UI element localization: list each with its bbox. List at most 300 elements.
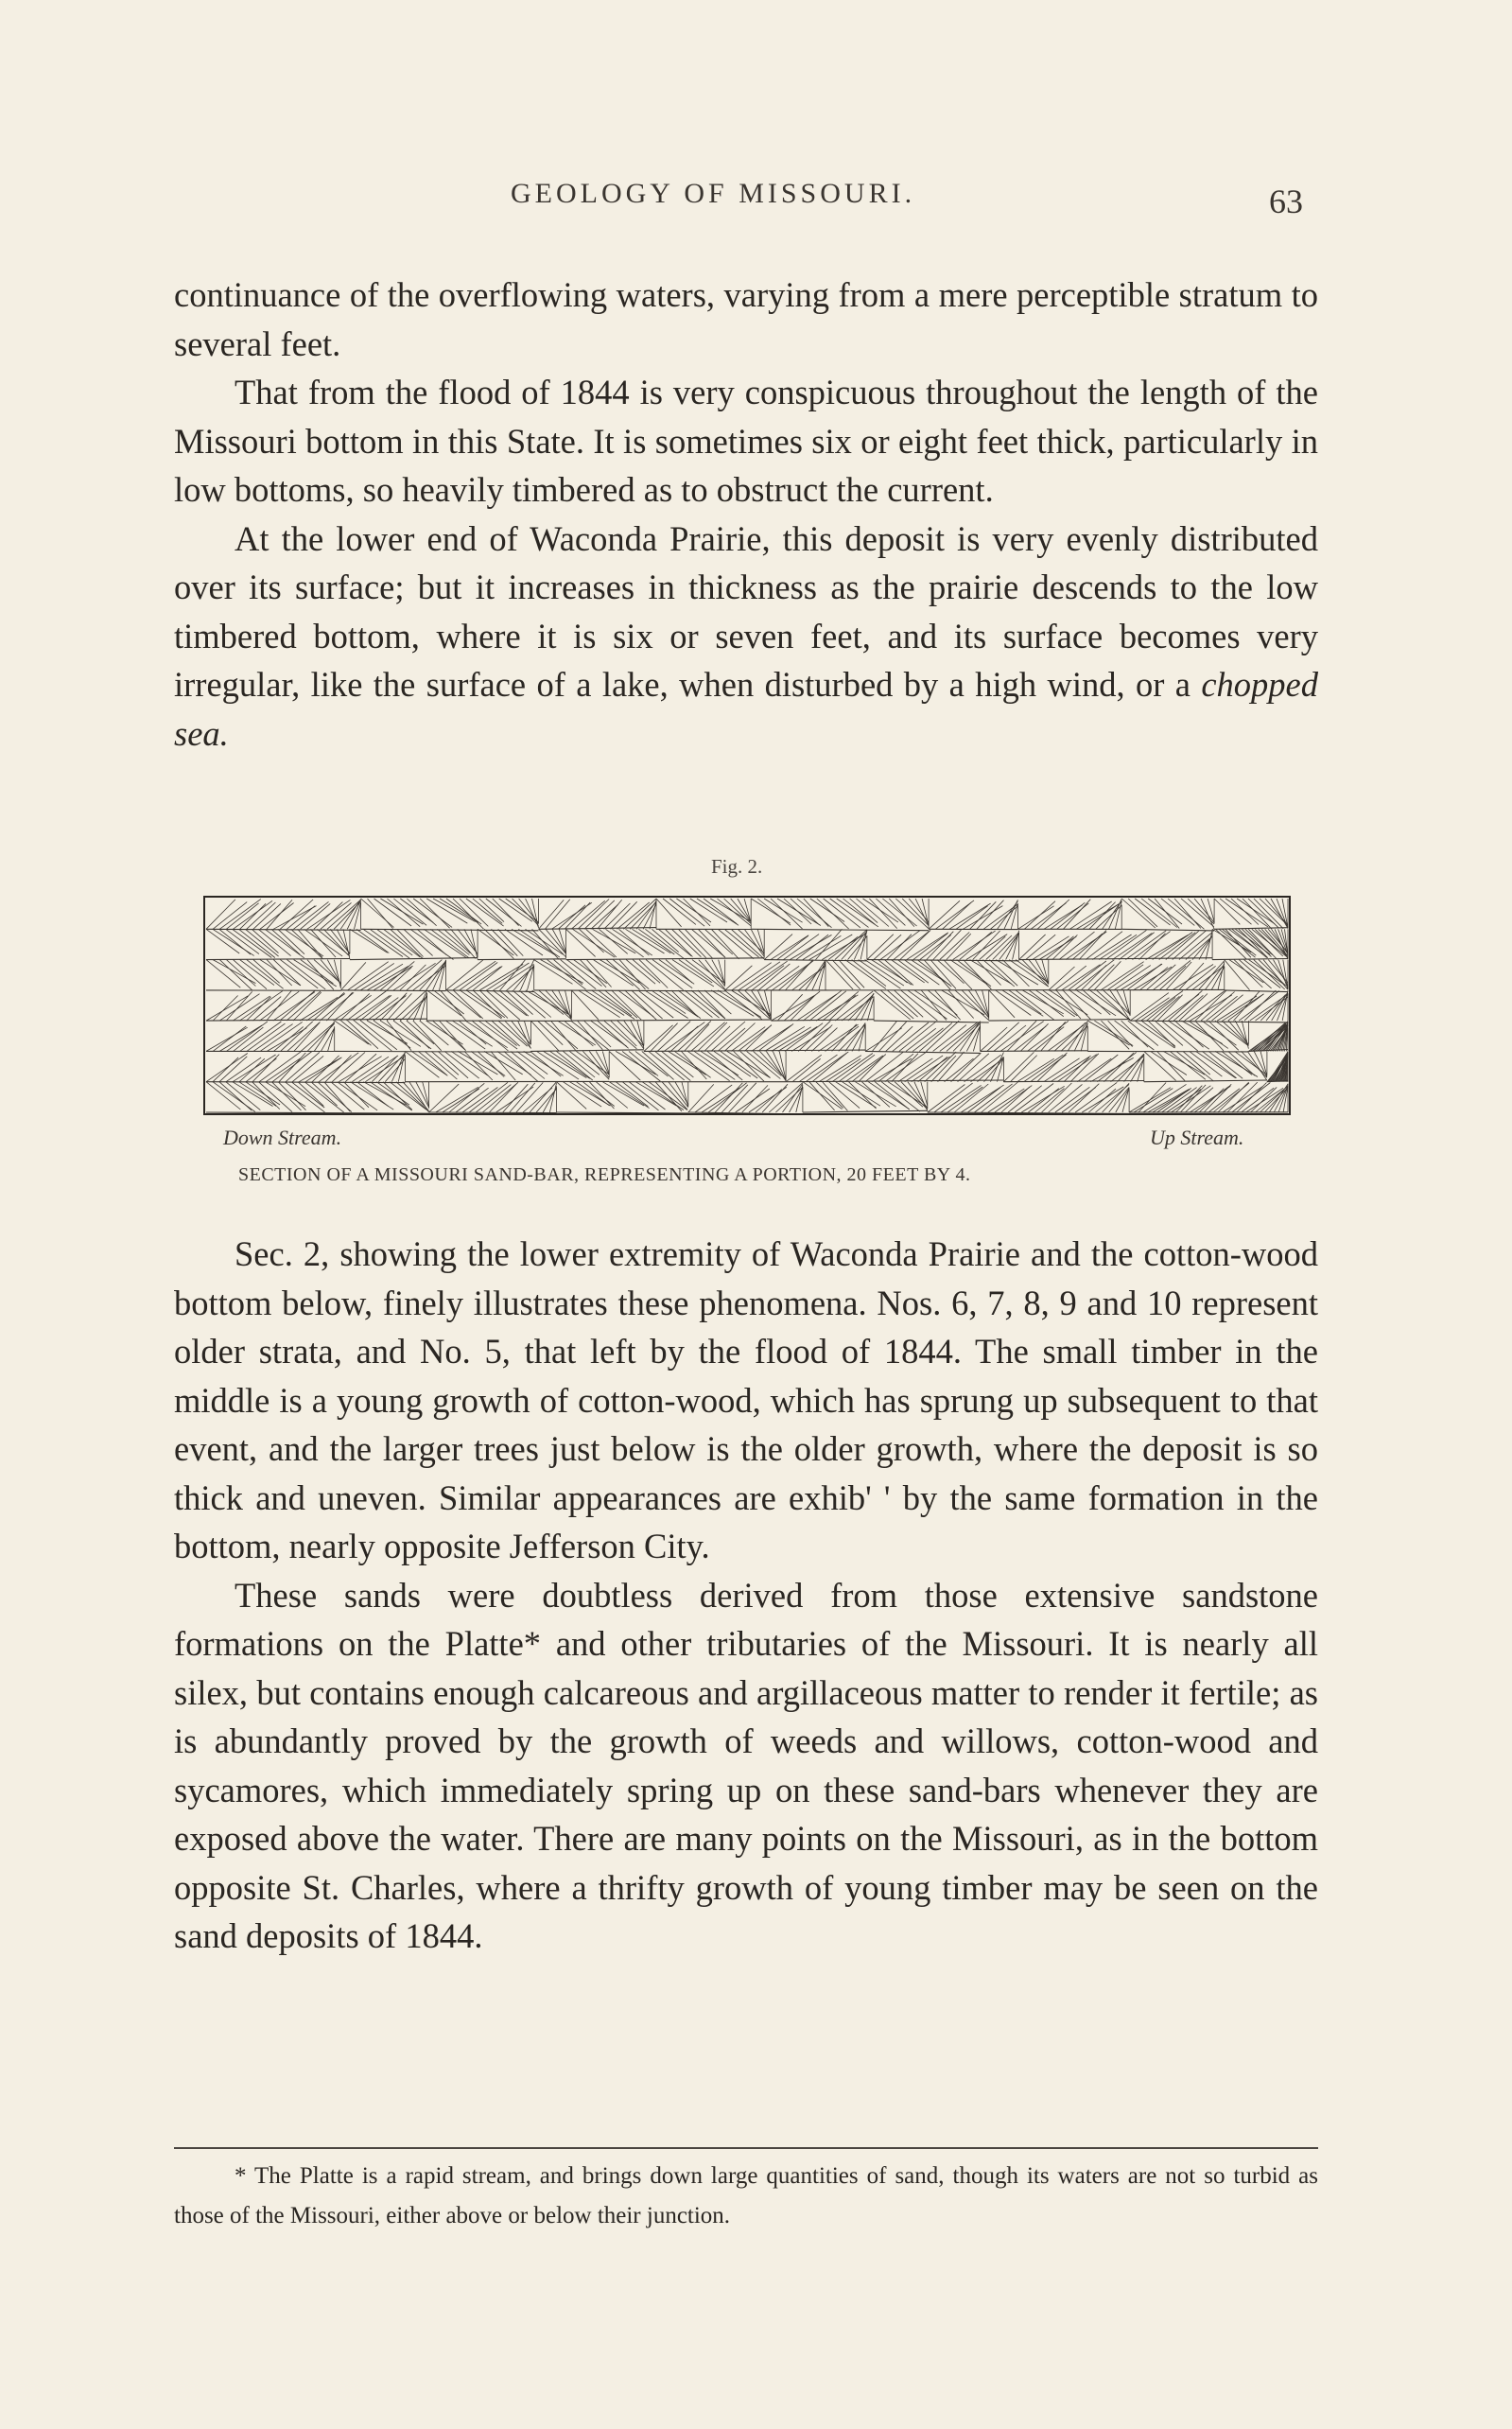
hatch-line [1125, 931, 1166, 960]
hatch-line [694, 1051, 735, 1079]
hatch-line [1076, 990, 1116, 1016]
paragraph-3-text: At the lower end of Waconda Prairie, this deposit is very evenly distributed over its surface; but it increases in thickness as the prairie descends to the low timbered bottom, where it is six or seven feet, and its surface becomes very irregular, like the surface of a lake, when disturbed by a high wind, or a [174, 518, 1318, 704]
hatch-line [213, 1057, 238, 1082]
hatch-line [1049, 967, 1075, 990]
hatch-line [1135, 1021, 1175, 1048]
hatch-line [929, 900, 960, 929]
hatch-line [332, 1053, 365, 1082]
hatch-line [206, 1054, 248, 1082]
hatch-line [989, 1020, 1131, 1022]
hatch-line [580, 960, 606, 987]
hatch-line [484, 929, 513, 958]
hatch-line [987, 1022, 1019, 1052]
hatch-line [460, 990, 501, 1019]
hatch-line [1056, 990, 1081, 1019]
hatch-line [240, 960, 274, 986]
hatch-line [380, 1021, 421, 1046]
hatch-line [670, 1026, 698, 1052]
hatch-line [374, 1021, 410, 1048]
hatch-line [280, 900, 313, 929]
hatch-line [456, 1088, 489, 1112]
hatch-line [1116, 1088, 1129, 1112]
hatch-line [707, 1051, 742, 1080]
hatch-line [341, 1021, 372, 1045]
hatch-line [440, 899, 478, 922]
hatch-line [1218, 1082, 1249, 1112]
hatch-line [1029, 990, 1063, 1017]
hatch-line [711, 929, 739, 959]
running-title: GEOLOGY OF MISSOURI. [511, 178, 916, 209]
hatch-line [563, 1082, 601, 1107]
hatch-line [1057, 1055, 1097, 1082]
hatch-line [777, 994, 803, 1021]
hatch-line [725, 966, 753, 990]
hatch-line [291, 929, 323, 959]
hatch-line [219, 1025, 262, 1051]
hatch-line [400, 899, 433, 923]
hatch-line [880, 990, 913, 1019]
hatch-line [739, 962, 780, 990]
hatch-line [1118, 1054, 1144, 1082]
hatch-line [854, 931, 867, 960]
hatch-line [407, 996, 426, 1021]
hatch-line [1215, 1051, 1258, 1076]
hatch-line [738, 1025, 772, 1052]
hatch-line [429, 1112, 557, 1113]
hatch-line [940, 1022, 978, 1052]
hatch-line [1148, 1021, 1175, 1047]
hatch-line [881, 1082, 920, 1112]
hatch-line [895, 990, 924, 1017]
hatch-line [206, 1027, 248, 1051]
hatch-line [941, 1085, 982, 1112]
hatch-line [745, 961, 788, 990]
hatch-line [1087, 1021, 1129, 1045]
hatch-line [438, 1051, 468, 1077]
hatch-line [982, 1082, 1018, 1112]
hatch-line [1225, 929, 1251, 957]
hatch-line [803, 1082, 843, 1110]
hatch-line [704, 1026, 730, 1052]
hatch-line [662, 1082, 687, 1110]
hatch-line [629, 1051, 658, 1075]
hatch-line [797, 899, 832, 928]
hatch-line [453, 990, 482, 1019]
hatch-line [1049, 1084, 1083, 1112]
hatch-line [1138, 1057, 1144, 1081]
hatch-line [914, 1082, 928, 1111]
hatch-line [565, 990, 572, 1020]
hatch-line [790, 935, 831, 959]
hatch-line [1237, 1083, 1267, 1113]
hatch-line [409, 1082, 429, 1112]
hatch-line [1195, 990, 1226, 1021]
hatch-line [777, 935, 808, 959]
hatch-line [803, 990, 841, 1021]
hatch-line [1208, 1021, 1239, 1050]
footnote-text: * The Platte is a rapid stream, and brings down large quantities of sand, though its waters are not so turbid as those of the Missouri, either above or below their junction. [174, 2163, 1318, 2228]
hatch-line [356, 929, 389, 952]
hatch-line [1121, 929, 1214, 931]
hatch-line [478, 929, 513, 955]
hatch-line [1081, 1023, 1087, 1052]
hatch-line [1225, 960, 1250, 990]
hatch-line [355, 902, 361, 930]
hatch-line [887, 935, 912, 960]
hatch-line [1172, 1086, 1211, 1112]
hatch-line [894, 931, 930, 960]
hatch-line [1183, 1051, 1210, 1075]
hatch-line [1006, 933, 1019, 960]
hatch-line [569, 1051, 600, 1075]
hatch-line [915, 899, 929, 926]
hatch-line [930, 960, 956, 989]
hatch-line [558, 1021, 596, 1045]
hatch-line [1195, 1021, 1224, 1051]
hatch-line [772, 961, 813, 990]
hatch-line [465, 1021, 508, 1048]
footnote [174, 2157, 1318, 2236]
hatch-line [466, 990, 505, 1018]
hatch-line [1092, 935, 1131, 960]
hatch-line [652, 990, 686, 1014]
hatch-line [819, 1056, 861, 1082]
paragraph-3-emphasis: chopped sea. [174, 665, 1318, 753]
hatch-line [565, 902, 590, 929]
hatch-line [806, 1052, 848, 1082]
hatch-line [348, 1021, 378, 1049]
hatch-line [213, 902, 247, 930]
hatch-line [902, 899, 929, 926]
hatch-line [975, 990, 988, 1017]
hatch-line [273, 906, 316, 930]
hatch-line [1064, 1057, 1089, 1082]
hatch-line [391, 1053, 405, 1082]
hatch-line [423, 1082, 429, 1107]
hatch-line [751, 929, 929, 930]
hatch-line [539, 900, 565, 929]
hatch-line [786, 1055, 822, 1082]
hatch-line [948, 990, 974, 1019]
hatch-line [636, 901, 656, 930]
hatch-line [459, 1021, 486, 1044]
hatch-line [219, 1057, 247, 1082]
hatch-line [1148, 1090, 1190, 1113]
hatch-line [724, 899, 752, 924]
hatch-line [511, 1051, 545, 1078]
hatch-line [593, 960, 633, 987]
hatch-line [358, 1056, 398, 1082]
hatch-line [927, 932, 954, 960]
hatch-line [592, 990, 635, 1020]
hatch-line [652, 929, 678, 952]
hatch-line [367, 1021, 408, 1043]
paragraph-4: Sec. 2, showing the lower extremity of Waconda Prairie and the cotton-wood bottom below, finely illustrates these phenomena. Nos. 6, 7, 8, 9 and 10 represent older strata, and No. 5, that left by the flood of 1844. The small timber in the middle is a young growth of cotton-wood, which has sprung up subsequent to that event, and the larger trees just below is the older growth, where the deposit is so thick and uneven. Similar appearances are exhib' ' by the same formation in the bottom, nearly opposite Jefferson City. [174, 1234, 1318, 1565]
hatch-line [880, 930, 920, 959]
hatch-line [772, 1027, 811, 1052]
hatch-line [832, 1054, 873, 1082]
hatch-line [852, 960, 886, 987]
hatch-line [809, 935, 853, 960]
hatch-line [571, 1020, 771, 1021]
hatch-line [981, 1027, 1008, 1051]
hatch-line [830, 899, 869, 927]
text-block-lower [174, 1230, 1318, 1961]
hatch-line [897, 960, 929, 984]
hatch-line [1002, 990, 1043, 1016]
hatch-line [962, 990, 989, 1017]
hatch-line [907, 933, 948, 960]
hatch-line [791, 899, 818, 924]
hatch-line [545, 900, 569, 930]
hatch-line [731, 899, 752, 922]
hatch-line [1090, 1057, 1133, 1081]
hatch-line [1174, 899, 1201, 929]
hatch-line [644, 1025, 673, 1052]
hatch-line [1115, 1021, 1155, 1050]
hatch-line [740, 1051, 771, 1077]
hatch-line [652, 960, 692, 988]
hatch-line [1055, 966, 1086, 990]
hatch-line [957, 960, 991, 987]
hatch-line [530, 1082, 556, 1112]
hatch-line [1002, 960, 1029, 987]
hatch-line [658, 990, 697, 1017]
hatch-line [616, 1082, 648, 1107]
hatch-line [1021, 1086, 1064, 1112]
hatch-line [817, 899, 849, 929]
hatch-line [638, 990, 673, 1018]
hatch-line [524, 1051, 564, 1075]
hatch-line [1070, 1054, 1099, 1082]
hatch-line [677, 1021, 711, 1051]
hatch-line [1139, 968, 1168, 990]
hatch-line [1242, 1051, 1267, 1077]
hatch-line [446, 960, 483, 990]
hatch-line [714, 1051, 751, 1076]
hatch-line [1037, 900, 1069, 929]
hatch-line [341, 990, 446, 991]
hatch-line [970, 901, 997, 929]
hatch-line [578, 900, 609, 930]
hatch-line [492, 929, 518, 955]
hatch-line [493, 899, 519, 926]
paragraph-2: That from the flood of 1844 is very conspicuous throughout the length of the Missouri bottom in this State. It is sometimes six or eight feet thick, particularly in low bottoms, so heavily timbered as to obstruct the current. [174, 373, 1318, 509]
hatch-line [425, 1051, 457, 1079]
hatch-line [473, 899, 502, 923]
hatch-line [534, 960, 573, 985]
hatch-line [1022, 960, 1049, 987]
hatch-line [466, 899, 504, 926]
hatch-line [513, 990, 546, 1018]
hatch-line [1001, 1087, 1030, 1112]
hatch-line [291, 1082, 324, 1108]
hatch-line [1007, 1021, 1036, 1051]
hatch-line [861, 993, 875, 1021]
hatch-line [617, 902, 650, 929]
hatch-line [1104, 990, 1131, 1015]
hatch-line [1121, 899, 1156, 928]
hatch-line [921, 1082, 928, 1106]
hatch-line [901, 1082, 928, 1110]
hatch-line [1146, 965, 1175, 990]
hatch-line [771, 935, 808, 960]
hatch-line [1196, 1051, 1236, 1077]
footnote-divider [174, 2147, 1318, 2149]
cross-bedding-hatching [206, 899, 1288, 1114]
hatch-line [1069, 1084, 1099, 1112]
hatch-line [758, 964, 790, 990]
page-number: 63 [1269, 183, 1303, 220]
hatch-line [933, 930, 962, 959]
hatch-line [420, 1021, 449, 1045]
hatch-line [1009, 990, 1041, 1014]
hatch-line [724, 929, 758, 957]
hatch-line [245, 929, 278, 956]
hatch-line [993, 933, 1019, 960]
hatch-line [367, 966, 408, 990]
hatch-line [1079, 931, 1106, 960]
hatch-line [387, 899, 420, 927]
hatch-line [1141, 899, 1177, 928]
hatch-line [516, 1082, 543, 1112]
hatch-line [773, 1051, 786, 1080]
hatch-line [823, 1082, 848, 1111]
hatch-line [1146, 935, 1189, 960]
hatch-line [708, 1083, 746, 1112]
hatch-line [676, 899, 711, 922]
hatch-line [544, 1051, 587, 1077]
hatch-line [1269, 1084, 1288, 1112]
hatch-line [1228, 1021, 1248, 1044]
hatch-line [458, 1051, 497, 1075]
hatch-line [981, 1051, 1088, 1052]
hatch-line [434, 990, 464, 1014]
hatch-line [311, 1082, 338, 1106]
hatch-line [943, 902, 972, 929]
hatch-line [1254, 960, 1285, 989]
hatch-line [908, 990, 947, 1019]
hatch-line [260, 960, 301, 986]
hatch-line [744, 899, 751, 923]
hatch-line [1237, 899, 1275, 924]
hatch-line [347, 990, 388, 1021]
hatch-line [566, 958, 765, 960]
hatch-line [1135, 899, 1170, 925]
hatch-line [391, 929, 424, 959]
hatch-line [1212, 959, 1288, 960]
hatch-line [292, 1056, 323, 1081]
hatch-line [265, 929, 304, 958]
hatch-line [1051, 902, 1086, 929]
hatch-line [431, 1051, 459, 1075]
hatch-line [651, 1023, 678, 1052]
hatch-line [532, 899, 539, 928]
hatch-line [612, 990, 642, 1020]
hatch-line [645, 990, 688, 1019]
hatch-line [977, 900, 1004, 930]
hatch-line [1138, 1083, 1166, 1113]
hatch-line [906, 1028, 936, 1051]
paragraph-1: continuance of the overflowing waters, varying from a mere perceptible stratum to several feet. [174, 275, 1318, 363]
hatch-line [233, 1082, 273, 1107]
hatch-line [925, 1052, 956, 1082]
hatch-line [935, 900, 974, 929]
hatch-line [267, 900, 292, 929]
hatch-line [891, 960, 924, 983]
hatch-line [449, 1083, 484, 1112]
hatch-line [868, 1082, 909, 1110]
hatch-line [686, 960, 725, 990]
hatch-line [466, 967, 501, 990]
hatch-line [311, 929, 337, 957]
hatch-line [312, 1056, 339, 1082]
hatch-line [380, 961, 414, 990]
hatch-line [718, 1028, 745, 1052]
hatch-line [729, 1083, 756, 1112]
hatch-line [816, 929, 843, 959]
hatch-line [213, 1082, 255, 1112]
hatch-line [398, 1052, 405, 1082]
hatch-line [266, 1058, 300, 1082]
hatch-line [426, 962, 446, 990]
hatch-line [550, 1051, 590, 1078]
hatch-line [1107, 965, 1143, 990]
hatch-line [1112, 933, 1152, 959]
hatch-line [1087, 1051, 1248, 1052]
hatch-line [453, 899, 484, 929]
hatch-line [380, 993, 407, 1021]
hatch-line [1086, 932, 1122, 960]
hatch-line [924, 960, 950, 990]
hatch-line [478, 959, 565, 960]
hatch-line [1105, 930, 1146, 959]
hatch-line [328, 1028, 335, 1052]
hatch-line [314, 1022, 334, 1051]
hatch-line [914, 990, 957, 1019]
hatch-line [1034, 1027, 1064, 1052]
hatch-line [530, 1050, 644, 1052]
hatch-line [367, 998, 398, 1022]
hatch-line [1109, 899, 1122, 929]
hatch-line [378, 1053, 405, 1081]
hatch-line [1049, 989, 1225, 990]
hatch-line [691, 1022, 725, 1052]
paragraph-5: These sands were doubtless derived from those extensive sandstone formations on the Platte* and other tributaries of the Missouri. It is nearly all silex, but contains enough calcareous and argillaceous matter to render it fertile; as is abundantly proved by the growth of weeds and willows, cotton-wood and sycamores, which immediately spring up on these sand-bars whenever they are exposed above the water. There are many points on the Missouri, as in the bottom opposite St. Charles, where a thrifty growth of young timber may be seen on the sand deposits of 1844. [174, 1575, 1318, 1955]
hatch-line [1019, 935, 1046, 960]
hatch-line [287, 991, 321, 1021]
hatch-line [826, 960, 853, 989]
hatch-line [350, 958, 478, 960]
hatch-line [867, 935, 894, 960]
hatch-line [1199, 1089, 1224, 1112]
hatch-line [526, 929, 564, 954]
hatch-line [1035, 960, 1049, 985]
hatch-line [421, 993, 427, 1022]
hatch-line [537, 1051, 579, 1079]
hatch-line [526, 899, 539, 927]
hatch-line [777, 899, 821, 926]
hatch-line [478, 1021, 517, 1049]
up-stream-label: Up Stream. [1150, 1126, 1244, 1149]
hatch-line [356, 1082, 388, 1107]
hatch-line [1111, 1057, 1144, 1082]
hatch-line [679, 960, 712, 983]
hatch-line [646, 960, 684, 990]
hatch-line [464, 1051, 493, 1080]
hatch-line [994, 1025, 1026, 1051]
hatch-line [486, 990, 520, 1020]
